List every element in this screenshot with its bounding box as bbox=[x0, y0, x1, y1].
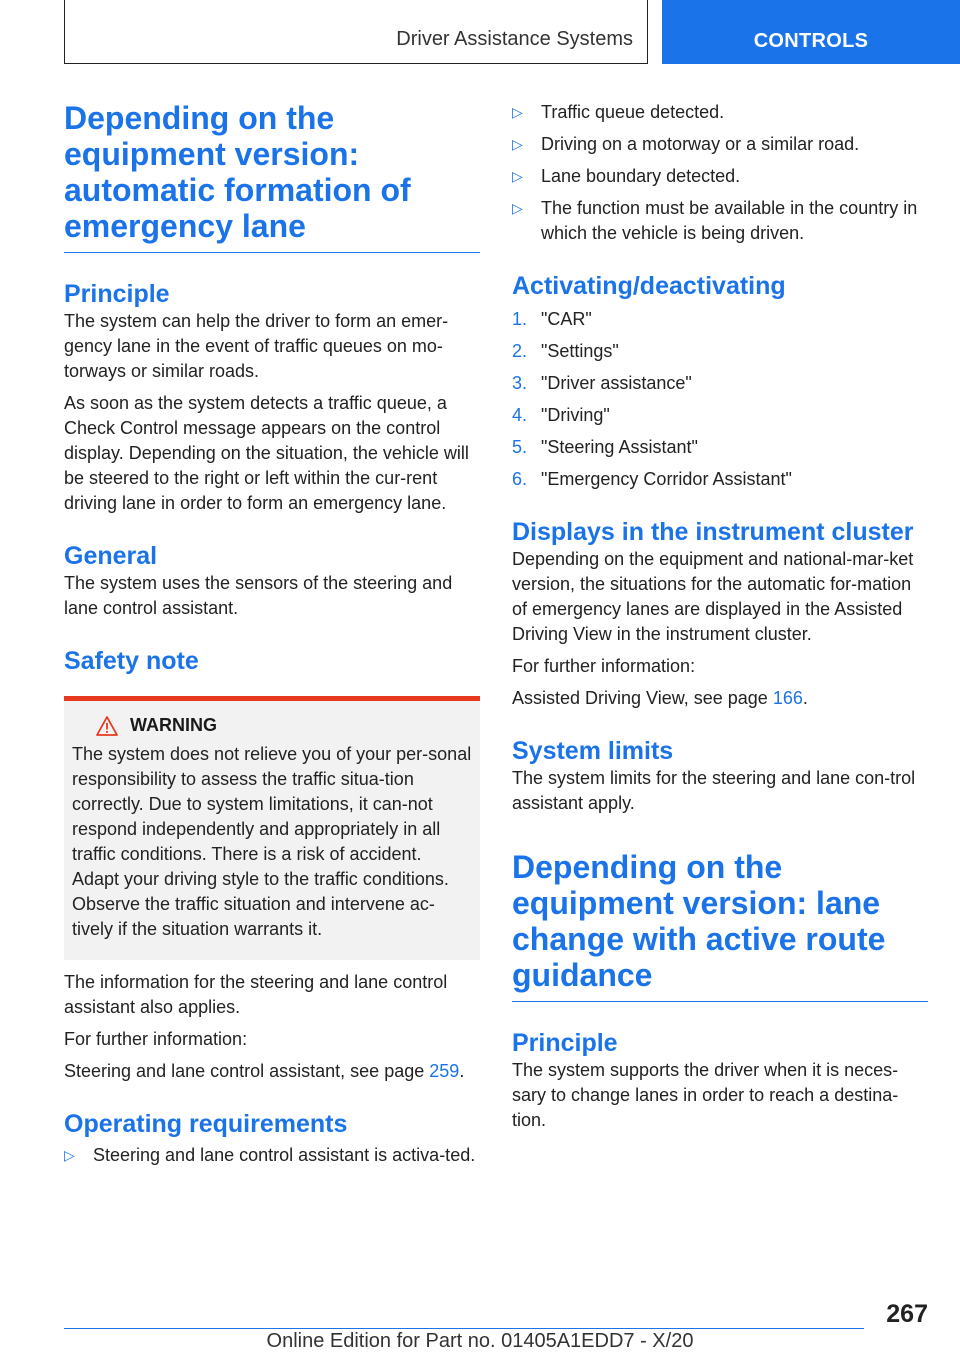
step-item: 2. "Settings" bbox=[512, 341, 619, 361]
safety-paragraph-1: The information for the steering and lane control assistant also applies. bbox=[64, 972, 448, 1017]
requirements-list-left bbox=[64, 1143, 480, 1168]
list-item: ▷ Traffic queue detected. bbox=[512, 100, 928, 125]
activation-steps bbox=[512, 307, 928, 492]
principle-paragraph-1: The system can help the driver to form an emer-gency lane in the event of traffic queues on mo-torways or similar roads. bbox=[64, 311, 449, 381]
displays-reference bbox=[512, 686, 928, 711]
principle-2-paragraph: The system supports the driver when it is neces-sary to change lanes in order to reach a destina-tion. bbox=[512, 1060, 899, 1130]
triangle-bullet-icon: ▷ bbox=[512, 168, 523, 184]
displays-reference-text: Assisted Driving View, see page bbox=[512, 688, 768, 708]
step-item: 4. "Driving" bbox=[512, 405, 610, 425]
requirements-list-right bbox=[512, 100, 928, 246]
left-column bbox=[64, 100, 480, 1175]
warning-title bbox=[72, 715, 472, 736]
triangle-bullet-icon: ▷ bbox=[512, 104, 523, 120]
list-item: ▷ Driving on a motorway or a similar road. bbox=[512, 132, 928, 157]
heading-displays: Displays in the instrument cluster bbox=[512, 518, 914, 546]
general-paragraph: The system uses the sensors of the steering and lane control assistant. bbox=[64, 573, 453, 618]
heading-principle-2: Principle bbox=[512, 1029, 618, 1057]
triangle-bullet-icon: ▷ bbox=[64, 1147, 75, 1163]
section-title-emergency-lane: Depending on the equipment version: automatic formation of emergency lane bbox=[64, 100, 480, 253]
section-title-lane-change: Depending on the equipment version: lane change with active route guidance bbox=[512, 849, 928, 1002]
heading-general: General bbox=[64, 542, 158, 570]
page-link-259[interactable]: 259 bbox=[429, 1061, 460, 1081]
safety-paragraph-2: For further information: bbox=[64, 1029, 248, 1049]
header-frame bbox=[64, 0, 648, 64]
step-item: 3. "Driver assistance" bbox=[512, 373, 692, 393]
footer-divider bbox=[64, 1328, 864, 1329]
page-number: 267 bbox=[886, 1300, 928, 1328]
warning-triangle-icon bbox=[96, 716, 118, 736]
principle-paragraph-2: As soon as the system detects a traffic queue, a Check Control message appears on the control display. Depending on the situation, the vehicle will be steered to the right or left within the cur-rent driving lane in order to form an emergency lane. bbox=[64, 393, 469, 513]
displays-paragraph-2: For further information: bbox=[512, 656, 696, 676]
heading-operating-requirements: Operating requirements bbox=[64, 1110, 348, 1138]
header-chapter-label: CONTROLS bbox=[753, 30, 869, 52]
header-chapter-tab[interactable] bbox=[662, 0, 960, 64]
heading-principle: Principle bbox=[64, 280, 170, 308]
heading-activating: Activating/deactivating bbox=[512, 272, 786, 300]
safety-reference bbox=[64, 1059, 480, 1084]
right-column bbox=[512, 100, 928, 1140]
step-item: 6. "Emergency Corridor Assistant" bbox=[512, 469, 792, 489]
triangle-bullet-icon: ▷ bbox=[512, 136, 523, 152]
displays-reference-end: . bbox=[802, 688, 808, 708]
list-item: ▷ Steering and lane control assistant is activa-ted. bbox=[64, 1143, 480, 1168]
triangle-bullet-icon: ▷ bbox=[512, 200, 523, 216]
step-item: 1. "CAR" bbox=[512, 309, 592, 329]
list-item: ▷ Lane boundary detected. bbox=[512, 164, 928, 189]
heading-system-limits: System limits bbox=[512, 737, 674, 765]
safety-reference-end: . bbox=[459, 1061, 465, 1081]
warning-text: The system does not relieve you of your per-sonal responsibility to assess the traffic situa-tion correctly. Due to system limitations, it can-not respond independently and appropriately in all traffic conditions. There is a risk of accident. Adapt your driving style to the traffic conditions. Observe the traffic situation and intervene ac-tively if the situation warrants it. bbox=[72, 744, 472, 939]
warning-box bbox=[64, 701, 480, 960]
list-item: ▷ The function must be available in the country in which the vehicle is being driven. bbox=[512, 198, 918, 243]
heading-safety-note: Safety note bbox=[64, 647, 199, 675]
header-section-title: Driver Assistance Systems bbox=[396, 28, 633, 50]
safety-reference-text: Steering and lane control assistant, see page bbox=[64, 1061, 425, 1081]
displays-paragraph-1: Depending on the equipment and national-mar-ket version, the situations for the automatic for-mation of emergency lanes are displayed in the Assisted Driving View in the instrument cluster. bbox=[512, 549, 914, 644]
footer-edition: Online Edition for Part no. 01405A1EDD7 - X/20 bbox=[266, 1330, 694, 1352]
warning-label: WARNING bbox=[130, 715, 217, 735]
step-item: 5. "Steering Assistant" bbox=[512, 437, 698, 457]
page-link-166[interactable]: 166 bbox=[772, 688, 803, 708]
limits-paragraph: The system limits for the steering and lane con-trol assistant apply. bbox=[512, 768, 916, 813]
